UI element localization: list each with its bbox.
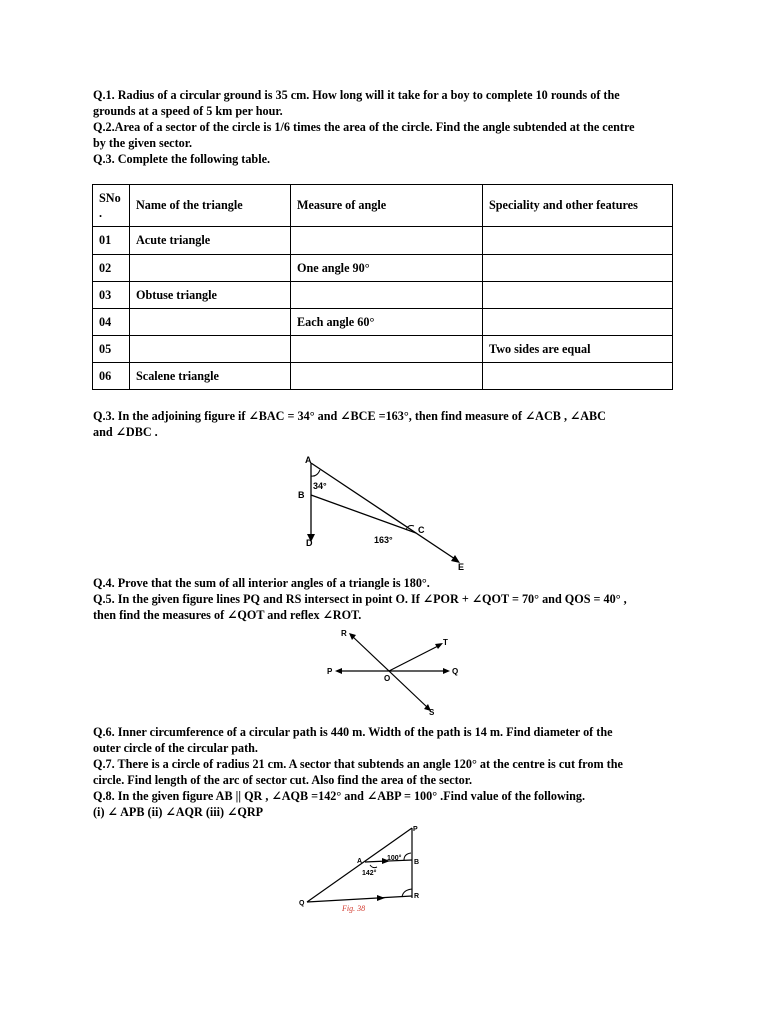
line-ot (389, 645, 440, 671)
cell-name: Scalene triangle (130, 363, 291, 390)
label-c: C (418, 525, 425, 535)
cell-features (483, 363, 673, 390)
question-6 (93, 724, 673, 757)
figure-lines-pq-rs (315, 624, 480, 719)
label-q: Q (299, 900, 305, 907)
question-7 (93, 756, 673, 789)
figure-triangle-abc (288, 448, 493, 573)
line-rs (352, 636, 428, 708)
cell-sno: 05 (93, 336, 130, 363)
line-qr (307, 896, 412, 902)
cell-angle (291, 227, 483, 255)
header-sno: SNo . (93, 185, 130, 227)
cell-sno: 06 (93, 363, 130, 390)
angle-mark-a (370, 865, 377, 868)
cell-angle: Each angle 60° (291, 309, 483, 336)
table-header-row (93, 185, 673, 227)
cell-name: Obtuse triangle (130, 282, 291, 309)
q2-line-2: by the given sector. (93, 136, 193, 151)
q7-line-2: circle. Find length of the arc of sector cut. Also find the area of the sector. (93, 773, 473, 788)
cell-sno: 04 (93, 309, 130, 336)
label-q: Q (452, 667, 459, 676)
cell-name (130, 309, 291, 336)
arrow-qr (377, 895, 385, 901)
cell-sno: 03 (93, 282, 130, 309)
cell-features: Two sides are equal (483, 336, 673, 363)
question-4 (93, 575, 673, 591)
q1-line-1: Q.1. Radius of a circular ground is 35 cm. How long will it take for a boy to complete 10 rounds of the (93, 88, 620, 102)
q2-line-1: Q.2.Area of a sector of the circle is 1/6 times the area of the circle. Find the angle subtended at the centre (93, 120, 635, 134)
label-angle-100: 100° (387, 855, 402, 862)
label-s: S (429, 708, 435, 717)
question-5 (93, 591, 673, 624)
label-r: R (414, 893, 420, 900)
arrow-t (435, 643, 443, 649)
label-r: R (341, 629, 347, 638)
q7-line-1: Q.7. There is a circle of radius 21 cm. A sector that subtends an angle 120° at the centre is cut from the (93, 757, 623, 771)
question-2 (93, 119, 673, 152)
cell-angle: One angle 90° (291, 255, 483, 282)
q6-line-2: outer circle of the circular path. (93, 741, 258, 756)
label-angle-163: 163° (374, 535, 393, 545)
question-3b (93, 408, 673, 441)
label-b: B (414, 859, 420, 866)
triangle-table (92, 184, 673, 390)
figure-triangle-pqr (290, 822, 460, 917)
cell-features (483, 282, 673, 309)
cell-angle (291, 363, 483, 390)
label-angle-142: 142° (362, 870, 377, 877)
cell-name (130, 336, 291, 363)
q1-line-2: grounds at a speed of 5 km per hour. (93, 104, 283, 119)
q6-line-1: Q.6. Inner circumference of a circular path is 440 m. Width of the path is 14 m. Find diameter of the (93, 725, 613, 739)
label-d: D (306, 538, 313, 548)
q3b-line-1: Q.3. In the adjoining figure if ∠BAC = 34° and ∠BCE =163°, then find measure of ∠ACB , ∠ABC (93, 409, 606, 423)
header-angle: Measure of angle (291, 185, 483, 227)
header-features: Speciality and other features (483, 185, 673, 227)
q3a-text: Q.3. Complete the following table. (93, 152, 271, 166)
line-qp (307, 828, 412, 902)
label-o: O (384, 674, 391, 683)
q8-line-1: Q.8. In the given figure AB || QR , ∠AQB =142° and ∠ABP = 100° .Find value of the following. (93, 789, 586, 803)
cell-features (483, 255, 673, 282)
figure-caption: Fig. 38 (342, 904, 366, 913)
table-row (93, 282, 673, 309)
table-row (93, 309, 673, 336)
cell-sno: 01 (93, 227, 130, 255)
question-1 (93, 87, 673, 120)
arrow-q (443, 668, 450, 674)
label-p: P (413, 826, 418, 833)
line-ae (311, 463, 458, 561)
angle-mark-b (404, 853, 411, 860)
cell-name (130, 255, 291, 282)
q5-line-1: Q.5. In the given figure lines PQ and RS intersect in point O. If ∠POR + ∠QOT = 70° and QOS = 40° , (93, 592, 627, 606)
table-row (93, 336, 673, 363)
label-p: P (327, 667, 333, 676)
table-row (93, 363, 673, 390)
cell-name: Acute triangle (130, 227, 291, 255)
label-a: A (305, 455, 312, 465)
table-row (93, 227, 673, 255)
label-t: T (443, 638, 448, 647)
label-a: A (357, 858, 363, 865)
angle-mark-a (311, 470, 320, 476)
cell-features (483, 309, 673, 336)
cell-sno: 02 (93, 255, 130, 282)
q4-text: Q.4. Prove that the sum of all interior angles of a triangle is 180°. (93, 576, 430, 590)
q5-line-2: then find the measures of ∠QOT and reflex ∠ROT. (93, 608, 362, 623)
label-e: E (458, 562, 465, 572)
question-8 (93, 788, 673, 821)
q8-line-2: (i) ∠ APB (ii) ∠AQR (iii) ∠QRP (93, 805, 264, 820)
cell-angle (291, 336, 483, 363)
label-angle-34: 34° (313, 481, 327, 491)
q3b-line-2: and ∠DBC . (93, 425, 158, 440)
line-bc (311, 495, 416, 533)
cell-angle (291, 282, 483, 309)
arrow-p (335, 668, 342, 674)
cell-features (483, 227, 673, 255)
question-3a (93, 151, 673, 167)
table-row (93, 255, 673, 282)
header-name: Name of the triangle (130, 185, 291, 227)
label-b: B (298, 490, 305, 500)
